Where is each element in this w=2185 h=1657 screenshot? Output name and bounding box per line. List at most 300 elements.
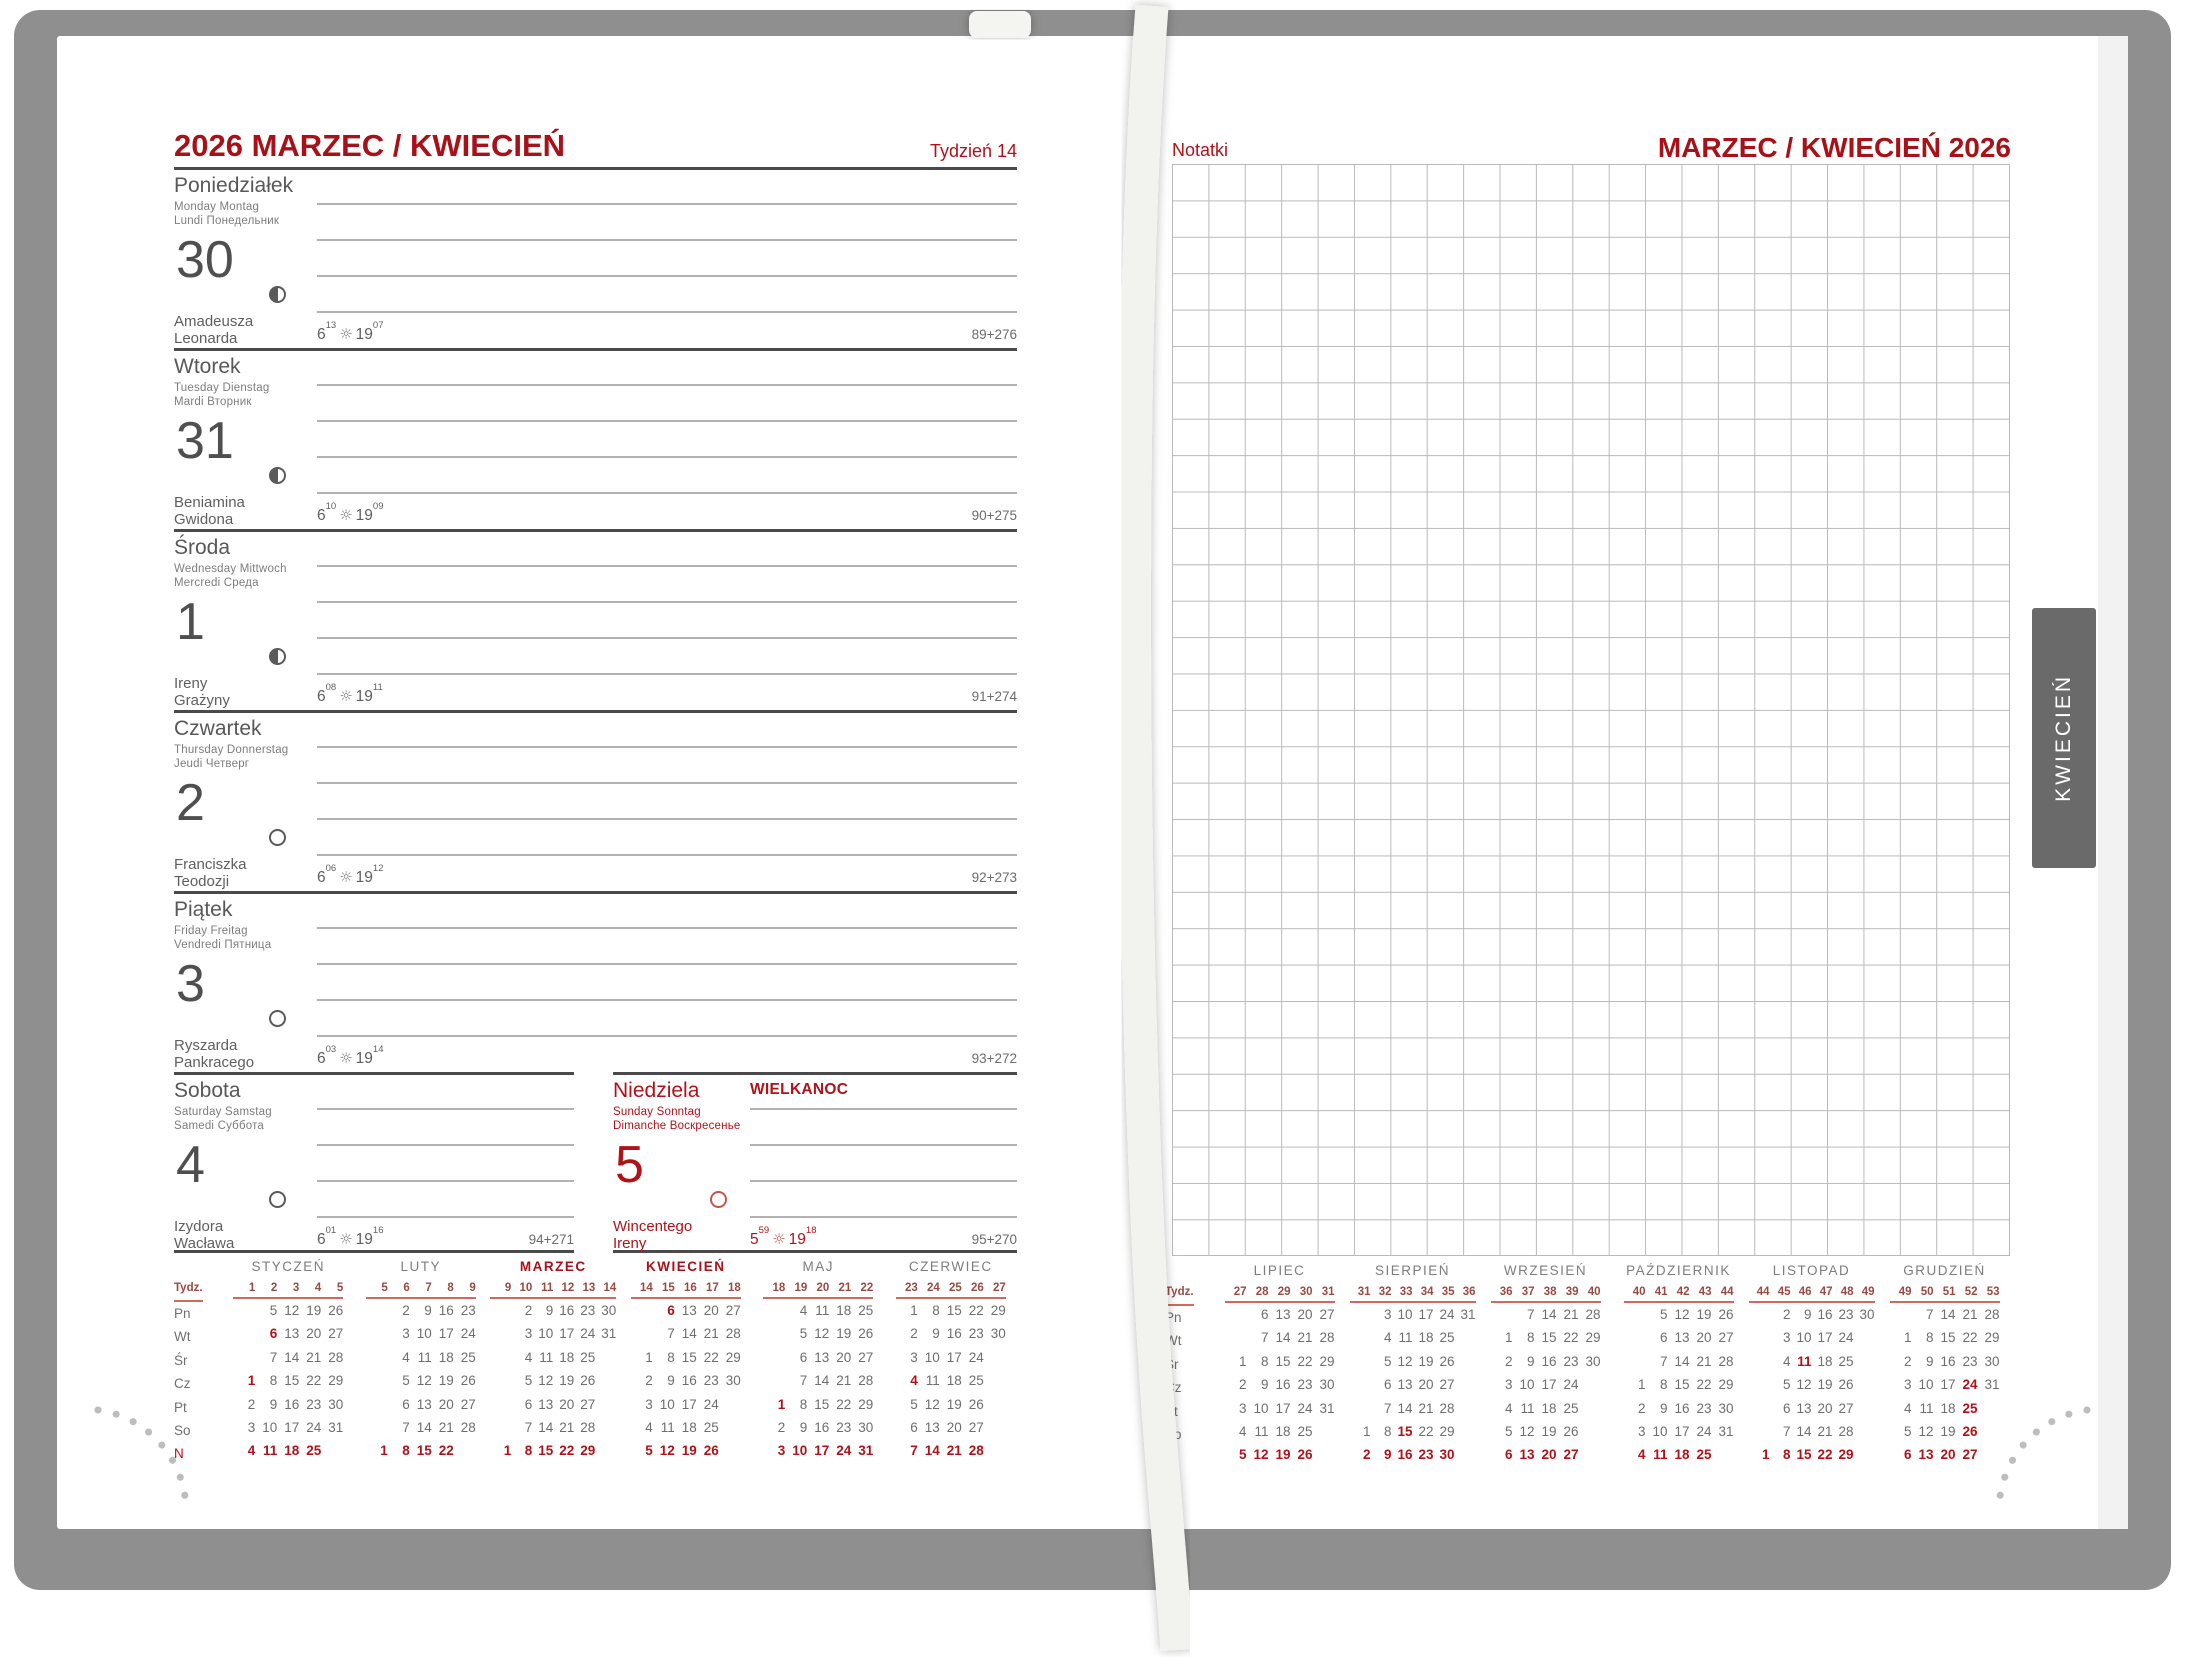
mini-month-row — [1213, 1326, 1346, 1349]
date-cell: 6 — [1659, 1330, 1668, 1346]
date-cell: 13 — [924, 1419, 940, 1435]
month-tab-kwiecien — [2032, 608, 2096, 868]
writing-line — [317, 456, 1017, 458]
day-row-wednesday — [174, 529, 1017, 710]
date-cell: 28 — [460, 1419, 476, 1435]
day-name-fr-ru: Samedi Суббота — [174, 1120, 265, 1132]
writing-line — [317, 818, 1017, 820]
writing-line — [317, 1216, 574, 1218]
mini-month-row — [620, 1416, 753, 1439]
date-cell: 18 — [1817, 1353, 1833, 1369]
date-cell: 27 — [1718, 1330, 1734, 1346]
mini-month-row — [355, 1416, 488, 1439]
day-name-fr-ru: Vendredi Пятница — [174, 939, 272, 951]
date-cell: 26 — [1563, 1423, 1579, 1439]
week-number: 40 — [1587, 1286, 1601, 1298]
date-cell: 4 — [1383, 1330, 1392, 1346]
week-number: 42 — [1676, 1286, 1690, 1298]
date-cell: 12 — [416, 1373, 432, 1389]
date-cell: 26 — [1297, 1447, 1313, 1463]
date-cell: 16 — [284, 1396, 300, 1412]
date-cell: 5 — [1782, 1377, 1791, 1393]
date-cell: 21 — [836, 1373, 852, 1389]
mini-month-row — [355, 1322, 488, 1345]
name-day-1: Amadeusza — [174, 313, 254, 330]
week-numbers — [366, 1279, 476, 1299]
mini-month-name: LIPIEC — [1253, 1263, 1306, 1278]
date-cell: 25 — [858, 1303, 874, 1318]
date-cell: 11 — [262, 1443, 278, 1459]
mini-month-wrzesień — [1479, 1260, 1612, 1470]
date-cell: 4 — [645, 1419, 653, 1435]
date-cell: 23 — [580, 1303, 596, 1318]
date-cell: 25 — [1962, 1400, 1978, 1416]
date-cell: 16 — [1674, 1400, 1690, 1416]
sun-icon: ☼ — [339, 1230, 353, 1249]
date-cell: 21 — [306, 1349, 322, 1365]
date-cell: 26 — [968, 1396, 984, 1412]
dow-label: Wt — [1165, 1333, 1182, 1349]
week-number: 35 — [1441, 1286, 1455, 1298]
day-row-tuesday — [174, 348, 1017, 529]
notes-grid — [1172, 164, 2010, 1256]
date-cell: 15 — [946, 1303, 962, 1318]
date-cell: 28 — [1718, 1353, 1734, 1369]
sun-times — [750, 1225, 817, 1249]
date-cell: 27 — [1439, 1377, 1455, 1393]
date-cell: 15 — [1275, 1353, 1291, 1369]
date-cell: 22 — [306, 1373, 322, 1389]
date-cell: 25 — [703, 1419, 719, 1435]
week-number: 31 — [1357, 1286, 1371, 1298]
sunset-minute: 09 — [372, 501, 384, 512]
date-cell: 27 — [858, 1349, 874, 1365]
date-cell: 17 — [1674, 1423, 1690, 1439]
date-cell: 4 — [1637, 1447, 1646, 1463]
day-of-year-count: 90+275 — [971, 508, 1017, 524]
name-day-1: Wincentego — [613, 1218, 693, 1235]
day-name-fr-ru: Lundi Понедельник — [174, 215, 280, 227]
date-cell: 20 — [836, 1349, 852, 1365]
mini-month-row — [620, 1346, 753, 1369]
date-cell: 20 — [1817, 1400, 1833, 1416]
writing-line — [317, 420, 1017, 422]
mini-month-row — [1745, 1443, 1878, 1466]
sunset-minute: 18 — [805, 1225, 817, 1236]
mini-month-row — [1745, 1373, 1878, 1396]
date-cell: 7 — [1925, 1307, 1934, 1322]
mini-month-sierpień — [1346, 1260, 1479, 1470]
date-cell: 28 — [328, 1349, 344, 1365]
writing-line — [317, 782, 1017, 784]
date-cell: 12 — [1253, 1447, 1269, 1463]
date-cell: 8 — [932, 1303, 940, 1318]
date-cell: 30 — [1718, 1400, 1734, 1416]
date-cell: 19 — [559, 1373, 575, 1389]
week-number: 19 — [794, 1282, 808, 1294]
date-cell: 24 — [580, 1326, 596, 1342]
date-cell: 17 — [559, 1326, 575, 1342]
mini-month-name: LUTY — [400, 1259, 441, 1274]
day-name: Poniedziałek — [174, 174, 294, 197]
date-cell: 29 — [1838, 1447, 1854, 1463]
date-cell: 22 — [1418, 1423, 1434, 1439]
sun-times — [317, 863, 384, 887]
sun-icon: ☼ — [339, 868, 353, 887]
day-of-year-count: 94+271 — [528, 1232, 574, 1248]
week-number: 33 — [1399, 1286, 1413, 1298]
mini-month-row — [885, 1393, 1018, 1416]
week-number: 46 — [1798, 1286, 1812, 1298]
name-day-1: Ireny — [174, 675, 208, 692]
date-cell: 3 — [645, 1396, 653, 1412]
date-cell: 14 — [1541, 1307, 1557, 1322]
day-row-friday — [174, 891, 1017, 1072]
moon-phase-icon — [710, 1191, 727, 1208]
sunrise-minute: 59 — [758, 1225, 770, 1236]
date-cell: 10 — [1796, 1330, 1812, 1346]
date-cell: 16 — [438, 1303, 454, 1318]
name-day-2: Ireny — [613, 1234, 647, 1252]
date-cell: 26 — [580, 1373, 596, 1389]
week-number: 18 — [772, 1282, 786, 1294]
date-cell: 20 — [1418, 1377, 1434, 1393]
day-name: Sobota — [174, 1079, 241, 1102]
date-cell: 2 — [402, 1303, 410, 1318]
date-cell: 13 — [1519, 1447, 1535, 1463]
date-cell: 18 — [559, 1349, 575, 1365]
writing-line — [317, 239, 1017, 241]
date-cell: 11 — [1520, 1400, 1535, 1416]
date-cell: 19 — [1541, 1423, 1557, 1439]
date-cell: 5 — [269, 1303, 278, 1318]
sunrise-hour: 5 — [750, 1231, 759, 1249]
date-cell: 24 — [1696, 1423, 1712, 1439]
day-name: Środa — [174, 536, 231, 559]
date-cell: 21 — [438, 1419, 454, 1435]
date-cell: 20 — [1297, 1307, 1313, 1322]
mini-month-row — [1479, 1397, 1612, 1420]
mini-month-czerwiec — [885, 1256, 1018, 1466]
mini-month-name: STYCZEŃ — [251, 1259, 325, 1274]
mini-month-row — [355, 1346, 488, 1369]
mini-month-row — [487, 1416, 620, 1439]
date-cell: 7 — [269, 1349, 278, 1365]
date-cell: 19 — [946, 1396, 962, 1412]
date-cell: 23 — [1563, 1353, 1579, 1369]
date-cell: 6 — [1782, 1400, 1791, 1416]
date-cell: 30 — [990, 1326, 1006, 1342]
date-cell: 10 — [1918, 1377, 1934, 1393]
date-cell: 16 — [681, 1373, 697, 1389]
date-cell: 13 — [681, 1303, 697, 1318]
date-cell: 5 — [1504, 1423, 1513, 1439]
date-cell: 25 — [1696, 1447, 1712, 1463]
date-cell: 12 — [1397, 1353, 1413, 1369]
mini-month-row — [620, 1322, 753, 1345]
name-day-2: Pankracego — [174, 1053, 255, 1071]
week-number: 47 — [1819, 1286, 1833, 1298]
date-cell: 9 — [1925, 1353, 1934, 1369]
week-number: 18 — [727, 1282, 741, 1294]
date-cell: 10 — [924, 1349, 940, 1365]
week-number: 44 — [1720, 1286, 1734, 1298]
date-cell: 16 — [1275, 1377, 1291, 1393]
mini-month-name: MAJ — [802, 1259, 834, 1274]
date-cell: 15 — [681, 1349, 697, 1365]
date-cell: 5 — [910, 1396, 918, 1412]
date-cell: 25 — [306, 1443, 322, 1459]
name-days — [174, 676, 230, 709]
mini-month-row — [620, 1369, 753, 1392]
date-cell: 29 — [990, 1303, 1006, 1318]
week-number: 22 — [860, 1282, 874, 1294]
notes-label: Notatki — [1172, 140, 1229, 160]
dow-label: Cz — [174, 1376, 191, 1392]
date-cell: 20 — [438, 1396, 454, 1412]
writing-line — [317, 1180, 574, 1182]
mini-month-row — [885, 1322, 1018, 1345]
week-number: 49 — [1898, 1286, 1912, 1298]
date-cell: 15 — [538, 1443, 554, 1459]
mini-month-row — [1745, 1350, 1878, 1373]
date-cell: 24 — [1563, 1377, 1579, 1393]
mini-month-row — [1745, 1397, 1878, 1420]
name-days — [174, 1219, 234, 1252]
week-numbers — [233, 1279, 343, 1299]
date-cell: 12 — [924, 1396, 940, 1412]
date-cell: 19 — [1418, 1353, 1434, 1369]
date-cell: 17 — [284, 1419, 300, 1435]
date-cell: 4 — [1238, 1423, 1247, 1439]
mini-month-row — [487, 1299, 620, 1322]
sunset-hour: 19 — [355, 1231, 373, 1249]
sun-times — [317, 320, 384, 344]
date-cell: 1 — [1362, 1423, 1371, 1439]
sun-info-line — [317, 1044, 1017, 1068]
day-name-en-de: Monday Montag — [174, 201, 260, 213]
dow-label: So — [1165, 1427, 1182, 1443]
date-cell: 3 — [1238, 1400, 1247, 1416]
date-cell: 17 — [681, 1396, 697, 1412]
name-day-1: Franciszka — [174, 856, 247, 873]
mini-month-row — [487, 1393, 620, 1416]
date-cell: 3 — [777, 1443, 786, 1459]
week-number: 34 — [1420, 1286, 1434, 1298]
date-cell: 12 — [1796, 1377, 1812, 1393]
dow-label: So — [174, 1423, 191, 1439]
sun-times — [317, 1044, 384, 1068]
date-cell: 22 — [1297, 1353, 1313, 1369]
week-column-label: Tydz. — [174, 1282, 203, 1302]
sun-icon: ☼ — [339, 325, 353, 344]
date-cell: 21 — [703, 1326, 719, 1342]
date-cell: 1 — [247, 1373, 256, 1389]
date-cell: 8 — [402, 1443, 410, 1459]
week-number: 38 — [1543, 1286, 1557, 1298]
date-cell: 26 — [1439, 1353, 1455, 1369]
date-cell: 30 — [1859, 1307, 1875, 1322]
date-cell: 1 — [777, 1396, 786, 1412]
date-cell: 27 — [1563, 1447, 1579, 1463]
day-name: Piątek — [174, 898, 233, 921]
writing-line — [317, 927, 1017, 929]
date-cell: 8 — [1383, 1423, 1392, 1439]
date-cell: 27 — [968, 1419, 984, 1435]
mini-month-row — [885, 1346, 1018, 1369]
mini-month-row — [222, 1346, 355, 1369]
mini-month-row — [222, 1369, 355, 1392]
mini-calendars-right — [1165, 1260, 2011, 1470]
mini-month-row — [1479, 1420, 1612, 1443]
date-cell: 28 — [725, 1326, 741, 1342]
name-days — [613, 1219, 692, 1252]
date-cell: 20 — [306, 1326, 322, 1342]
date-cell: 7 — [1526, 1307, 1535, 1322]
mini-month-row — [1878, 1420, 2011, 1443]
day-number: 3 — [176, 955, 205, 1013]
date-cell: 30 — [328, 1396, 344, 1412]
date-cell: 17 — [1541, 1377, 1557, 1393]
date-cell: 19 — [1817, 1377, 1833, 1393]
date-cell: 15 — [416, 1443, 432, 1459]
sunset-minute: 07 — [372, 320, 384, 331]
date-cell: 31 — [1460, 1307, 1476, 1322]
week-number: 10 — [519, 1282, 533, 1294]
week-numbers — [1225, 1283, 1335, 1303]
dow-label: Śr — [1165, 1356, 1179, 1372]
date-cell: 15 — [1796, 1447, 1812, 1463]
day-name-fr-ru: Dimanche Воскресенье — [613, 1120, 741, 1132]
date-cell: 2 — [1782, 1307, 1791, 1322]
date-cell: 16 — [1940, 1353, 1956, 1369]
date-cell: 16 — [559, 1303, 575, 1318]
day-number: 4 — [176, 1136, 205, 1194]
date-cell: 31 — [1718, 1423, 1734, 1439]
date-cell: 29 — [858, 1396, 874, 1412]
week-number: 17 — [705, 1282, 719, 1294]
date-cell: 9 — [667, 1373, 675, 1389]
date-cell: 13 — [1796, 1400, 1812, 1416]
sunset-minute: 16 — [372, 1225, 384, 1236]
mini-month-row — [355, 1439, 488, 1462]
page-title-right: MARZEC / KWIECIEŃ 2026 — [1657, 132, 2011, 163]
date-cell: 23 — [968, 1326, 984, 1342]
mini-month-row — [752, 1299, 885, 1322]
date-cell: 17 — [438, 1326, 454, 1342]
date-cell: 23 — [1838, 1307, 1854, 1322]
writing-line — [317, 673, 1017, 675]
sun-icon: ☼ — [339, 506, 353, 525]
mini-month-row — [885, 1369, 1018, 1392]
date-cell: 1 — [1903, 1330, 1912, 1346]
date-cell: 9 — [1803, 1307, 1812, 1322]
month-tab-label: KWIECIEŃ — [2052, 674, 2075, 802]
mini-month-row — [1612, 1443, 1745, 1466]
date-cell: 31 — [1319, 1400, 1335, 1416]
week-number: 48 — [1840, 1286, 1854, 1298]
sunrise-hour: 6 — [317, 1050, 326, 1068]
date-cell: 24 — [460, 1326, 476, 1342]
mini-month-row — [1479, 1303, 1612, 1326]
week-numbers — [631, 1279, 741, 1299]
date-cell: 6 — [524, 1396, 533, 1412]
date-cell: 15 — [1674, 1377, 1690, 1393]
day-of-year-count: 89+276 — [971, 327, 1017, 343]
date-cell: 16 — [946, 1326, 962, 1342]
week-number: 41 — [1654, 1286, 1668, 1298]
date-cell: 13 — [538, 1396, 554, 1412]
week-day-column — [1165, 1260, 1213, 1470]
date-cell: 29 — [1718, 1377, 1734, 1393]
week-number: 24 — [926, 1282, 940, 1294]
week-number: 43 — [1698, 1286, 1712, 1298]
week-number: 53 — [1986, 1286, 2000, 1298]
day-name-en-de: Sunday Sonntag — [613, 1106, 701, 1118]
date-cell: 18 — [1674, 1447, 1690, 1463]
mini-month-row — [487, 1346, 620, 1369]
date-cell: 7 — [402, 1419, 410, 1435]
sunrise-hour: 6 — [317, 688, 326, 706]
date-cell: 13 — [284, 1326, 300, 1342]
week-number: 6 — [403, 1282, 410, 1294]
week-number: 52 — [1964, 1286, 1978, 1298]
date-cell: 15 — [284, 1373, 300, 1389]
mini-month-row — [355, 1393, 488, 1416]
date-cell: 8 — [1260, 1353, 1269, 1369]
date-cell: 20 — [559, 1396, 575, 1412]
sun-info-line — [317, 682, 1017, 706]
name-days — [174, 857, 247, 890]
date-cell: 11 — [925, 1373, 940, 1389]
sun-icon: ☼ — [772, 1230, 786, 1249]
dow-label-sunday: N — [1165, 1450, 1175, 1466]
date-cell: 18 — [284, 1443, 300, 1459]
date-cell: 20 — [1696, 1330, 1712, 1346]
date-cell: 17 — [1817, 1330, 1833, 1346]
date-cell: 19 — [1940, 1423, 1956, 1439]
sun-info-line — [317, 863, 1017, 887]
mini-month-row — [1612, 1350, 1745, 1373]
sun-info-line — [317, 320, 1017, 344]
date-cell: 27 — [460, 1396, 476, 1412]
mini-month-row — [885, 1439, 1018, 1462]
date-cell: 22 — [968, 1303, 984, 1318]
date-cell: 24 — [1439, 1307, 1455, 1322]
date-cell: 20 — [946, 1419, 962, 1435]
date-cell: 26 — [703, 1443, 719, 1459]
date-cell: 18 — [438, 1349, 454, 1365]
date-cell: 26 — [1718, 1307, 1734, 1322]
date-cell: 30 — [725, 1373, 741, 1389]
date-cell: 7 — [1260, 1330, 1269, 1346]
date-cell: 18 — [1541, 1400, 1557, 1416]
date-cell: 11 — [660, 1419, 675, 1435]
date-cell: 4 — [524, 1349, 533, 1365]
day-name: Wtorek — [174, 355, 241, 378]
dow-label: Cz — [1165, 1380, 1182, 1396]
date-cell: 6 — [1383, 1377, 1392, 1393]
week-number: 23 — [904, 1282, 918, 1294]
mini-month-row — [487, 1369, 620, 1392]
date-cell: 22 — [836, 1396, 852, 1412]
day-name-en-de: Wednesday Mittwoch — [174, 563, 287, 575]
date-cell: 13 — [1918, 1447, 1934, 1463]
week-numbers — [1890, 1283, 2000, 1303]
writing-line — [317, 203, 1017, 205]
mini-month-row — [1612, 1420, 1745, 1443]
date-cell: 14 — [1940, 1307, 1956, 1322]
